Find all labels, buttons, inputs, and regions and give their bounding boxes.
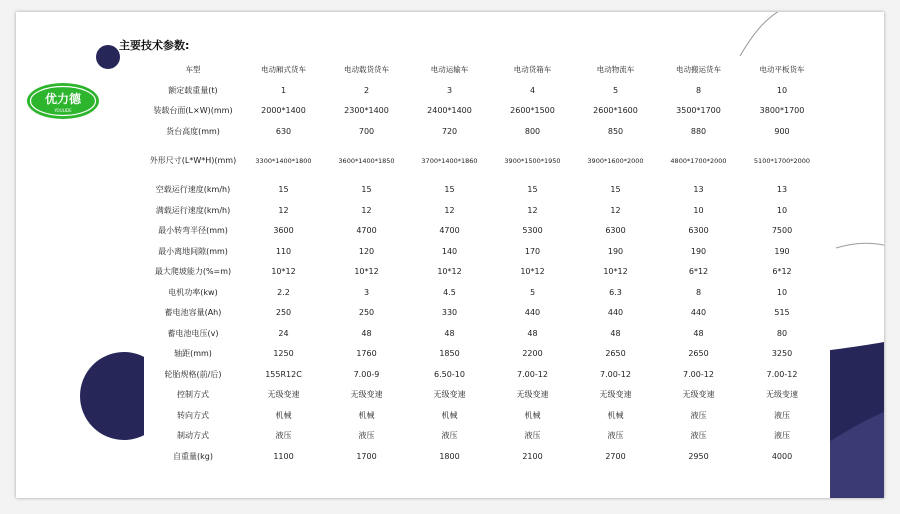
table-cell: 1800 — [439, 451, 460, 461]
table-cell: 7.00-12 — [683, 369, 714, 379]
table-cell: 15 — [444, 185, 455, 195]
table-cell: 48 — [361, 328, 372, 338]
top-right-arc — [740, 12, 784, 56]
table-cell: 机械 — [524, 410, 541, 420]
table-cell: 4000 — [771, 451, 793, 461]
table-cell: 330 — [441, 308, 458, 318]
row-label: 蓄电池容量(Ah) — [164, 308, 222, 318]
row-label: 最小离地间隙(mm) — [158, 246, 228, 256]
row-label: 转向方式 — [177, 410, 209, 420]
page-title: 主要技术参数: — [119, 39, 190, 52]
table-cell: 48 — [693, 328, 704, 338]
table-cell: 液压 — [275, 431, 292, 441]
table-cell: 机械 — [441, 410, 458, 420]
table-row — [144, 262, 824, 283]
table-cell: 4.5 — [443, 287, 456, 297]
row-label: 货台高度(mm) — [166, 126, 220, 136]
specs-table — [144, 60, 824, 467]
table-cell: 8 — [695, 287, 702, 297]
table-cell: 液压 — [441, 431, 458, 441]
table-cell: 10*12 — [271, 267, 296, 277]
table-row — [144, 426, 824, 447]
column-header: 电动物流车 — [596, 65, 635, 75]
row-label: 满载运行速度(km/h) — [155, 205, 231, 215]
table-cell: 3600 — [273, 226, 294, 236]
table-cell: 15 — [527, 185, 538, 195]
table-row — [144, 122, 824, 143]
table-cell: 1760 — [356, 349, 377, 359]
table-cell: 2100 — [522, 451, 543, 461]
table-cell: 13 — [693, 185, 704, 195]
table-cell: 3 — [446, 85, 453, 95]
table-row — [144, 242, 824, 263]
column-header: 电动载货货车 — [344, 65, 389, 75]
table-cell: 2600*1500 — [510, 106, 555, 116]
table-cell: 8 — [695, 85, 702, 95]
table-cell: 4 — [529, 85, 536, 95]
table-cell: 7500 — [771, 226, 793, 236]
row-label: 最大爬坡能力(%=m) — [154, 267, 232, 277]
table-row — [144, 81, 824, 102]
row-label: 电机功率(kw) — [168, 287, 218, 297]
table-cell: 2 — [363, 85, 370, 95]
table-cell: 3 — [363, 287, 370, 297]
table-cell: 5 — [529, 287, 536, 297]
mid-right-arc — [836, 243, 884, 248]
table-cell: 10 — [693, 205, 704, 215]
table-cell: 170 — [524, 246, 541, 256]
row-label: 制动方式 — [177, 431, 209, 441]
row-label: 空载运行速度(km/h) — [155, 185, 231, 195]
row-label: 控制方式 — [177, 390, 209, 400]
table-header-row — [144, 60, 824, 81]
table-cell: 10*12 — [437, 267, 462, 277]
table-cell: 6*12 — [688, 267, 709, 277]
table-cell: 4700 — [356, 226, 377, 236]
row-label: 轴距(mm) — [174, 349, 212, 359]
table-cell: 2650 — [688, 349, 709, 359]
table-cell: 液压 — [607, 431, 624, 441]
table-cell: 无级变速 — [599, 390, 632, 400]
row-label: 外形尺寸(L*W*H)(mm) — [149, 156, 237, 165]
table-cell: 515 — [774, 308, 790, 318]
table-cell: 2000*1400 — [261, 106, 306, 116]
table-cell: 440 — [524, 308, 541, 318]
table-cell: 7.00-12 — [600, 369, 631, 379]
table-cell: 630 — [275, 126, 292, 136]
table-cell: 440 — [690, 308, 707, 318]
table-cell: 900 — [774, 126, 790, 136]
table-cell: 4700 — [439, 226, 460, 236]
row-label: 轮胎规格(前/后) — [164, 369, 222, 379]
table-cell: 2650 — [605, 349, 626, 359]
row-label: 装载台面(L×W)(mm) — [153, 106, 233, 116]
table-cell: 440 — [607, 308, 624, 318]
table-cell: 48 — [444, 328, 455, 338]
column-header: 电动搬运货车 — [676, 65, 721, 75]
table-cell: 24 — [278, 328, 289, 338]
table-row — [144, 101, 824, 122]
table-row — [144, 365, 824, 386]
table-cell: 无级变速 — [267, 390, 300, 400]
table-cell: 无级变速 — [682, 390, 715, 400]
table-cell: 10 — [776, 205, 788, 215]
table-cell: 700 — [358, 126, 375, 136]
table-cell: 7.00-12 — [766, 369, 798, 379]
table-row — [144, 180, 824, 201]
table-cell: 10*12 — [603, 267, 628, 277]
table-row — [144, 283, 824, 304]
table-row — [144, 221, 824, 242]
table-cell: 10*12 — [520, 267, 545, 277]
table-cell: 720 — [441, 126, 458, 136]
table-cell: 10 — [776, 85, 788, 95]
row-label: 最小转弯半径(mm) — [158, 226, 228, 236]
table-cell: 机械 — [607, 410, 624, 420]
logo-text-sub: YOULIDE — [54, 108, 72, 113]
table-body — [144, 81, 824, 468]
table-cell: 液压 — [774, 431, 790, 441]
column-header: 电动厢式货车 — [261, 65, 306, 75]
brand-logo — [26, 82, 100, 120]
table-cell: 13 — [776, 185, 788, 195]
table-cell: 2700 — [605, 451, 626, 461]
table-cell: 2950 — [688, 451, 709, 461]
table-cell: 3900*1500*1950 — [504, 157, 561, 165]
table-cell: 1 — [280, 85, 287, 95]
table-cell: 6300 — [688, 226, 709, 236]
table-cell: 液压 — [524, 431, 541, 441]
table-row — [144, 385, 824, 406]
table-cell: 4800*1700*2000 — [670, 157, 727, 165]
table-cell: 5100*1700*2000 — [753, 157, 811, 165]
table-cell: 190 — [607, 246, 624, 256]
table-cell: 6*12 — [772, 267, 792, 277]
table-cell: 120 — [358, 246, 375, 256]
table-cell: 1700 — [356, 451, 377, 461]
table-cell: 无级变速 — [516, 390, 549, 400]
small-navy-circle — [96, 45, 120, 69]
table-cell: 2.2 — [277, 287, 290, 297]
table-cell: 液压 — [774, 410, 790, 420]
table-cell: 250 — [358, 308, 375, 318]
table-cell: 2200 — [522, 349, 543, 359]
table-cell: 10*12 — [354, 267, 379, 277]
table-cell: 6.50-10 — [434, 369, 465, 379]
table-cell: 液压 — [690, 431, 707, 441]
table-row — [144, 142, 824, 180]
table-cell: 3600*1400*1850 — [338, 157, 395, 165]
table-cell: 12 — [610, 205, 621, 215]
table-cell: 48 — [527, 328, 538, 338]
table-cell: 2400*1400 — [427, 106, 472, 116]
table-cell: 140 — [441, 246, 458, 256]
table-cell: 15 — [361, 185, 372, 195]
table-row — [144, 201, 824, 222]
table-cell: 850 — [607, 126, 624, 136]
table-cell: 3250 — [771, 349, 793, 359]
table-cell: 液压 — [358, 431, 375, 441]
row-label: 额定载重量(t) — [168, 85, 218, 95]
table-cell: 3500*1700 — [676, 106, 721, 116]
table-cell: 5300 — [522, 226, 543, 236]
table-cell: 155R12C — [265, 369, 302, 379]
table-cell: 10 — [776, 287, 788, 297]
table-cell: 880 — [690, 126, 707, 136]
table-cell: 80 — [776, 328, 788, 338]
table-cell: 无级变速 — [433, 390, 466, 400]
column-header: 电动平板货车 — [759, 65, 805, 75]
table-cell: 无级变速 — [350, 390, 383, 400]
logo-text-main: 优力德 — [44, 92, 82, 106]
row-label: 自重量(kg) — [173, 451, 213, 461]
table-cell: 15 — [278, 185, 289, 195]
slide — [16, 12, 884, 498]
table-cell: 5 — [612, 85, 619, 95]
column-header: 电动货箱车 — [513, 65, 552, 75]
table-row — [144, 447, 824, 468]
table-row — [144, 324, 824, 345]
table-cell: 2600*1600 — [593, 106, 638, 116]
table-cell: 机械 — [358, 410, 375, 420]
table-cell: 液压 — [690, 410, 707, 420]
table-row — [144, 344, 824, 365]
table-cell: 2300*1400 — [344, 106, 389, 116]
table-cell: 12 — [278, 205, 289, 215]
table-cell: 110 — [275, 246, 292, 256]
table-row — [144, 303, 824, 324]
table-cell: 800 — [524, 126, 541, 136]
table-cell: 3700*1400*1860 — [421, 157, 478, 165]
table-cell: 12 — [361, 205, 372, 215]
table-cell: 190 — [690, 246, 707, 256]
table-cell: 6300 — [605, 226, 626, 236]
table-cell: 12 — [444, 205, 455, 215]
row-label: 蓄电池电压(v) — [167, 328, 219, 338]
table-cell: 机械 — [275, 410, 292, 420]
table-cell: 12 — [527, 205, 538, 215]
table-cell: 7.00-12 — [517, 369, 548, 379]
table-cell: 250 — [275, 308, 292, 318]
table-cell: 无级变速 — [766, 390, 798, 400]
table-cell: 7.00-9 — [353, 369, 380, 379]
table-cell: 48 — [610, 328, 621, 338]
header-label: 车型 — [185, 65, 201, 75]
table-cell: 3800*1700 — [759, 106, 805, 116]
table-cell: 1850 — [439, 349, 460, 359]
table-cell: 1250 — [273, 349, 294, 359]
table-cell: 1100 — [273, 451, 294, 461]
table-cell: 6.3 — [609, 287, 622, 297]
column-header: 电动运输车 — [430, 65, 469, 75]
table-cell: 15 — [610, 185, 621, 195]
table-cell: 3300*1400*1800 — [255, 157, 312, 165]
table-cell: 190 — [774, 246, 790, 256]
table-cell: 3900*1600*2000 — [587, 157, 644, 165]
table-row — [144, 406, 824, 427]
